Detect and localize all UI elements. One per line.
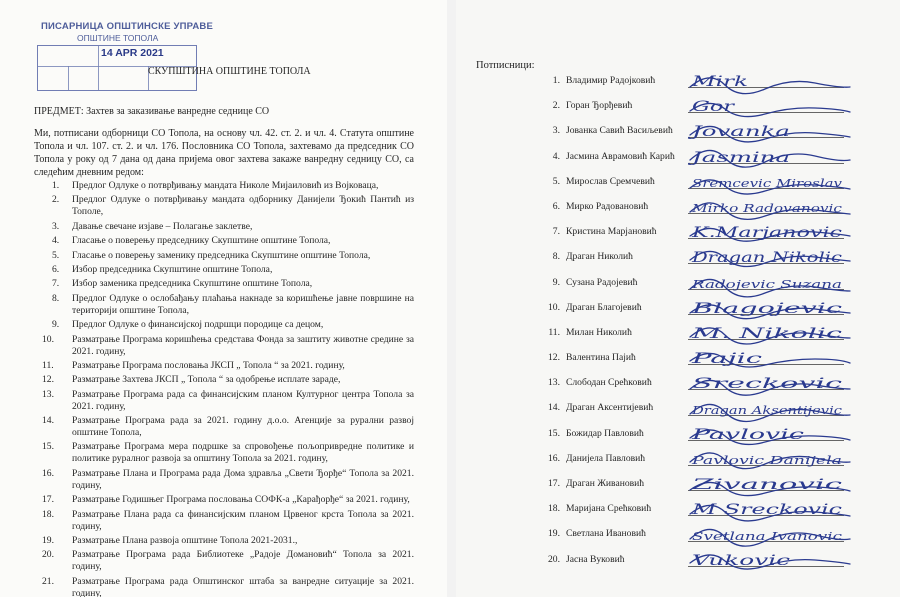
svg-text:Pajic: Pajic xyxy=(689,351,763,368)
signer-number: 6. xyxy=(552,200,560,212)
svg-text:Svetlana Ivanovic: Svetlana Ivanovic xyxy=(692,529,842,543)
request-page xyxy=(0,0,447,597)
signer-name: Данијела Павловић xyxy=(566,452,646,464)
signer-name: Драган Аксентијевић xyxy=(566,402,654,414)
signer-row xyxy=(552,250,675,275)
signer-row xyxy=(552,225,675,250)
signer-name: Јасмина Аврамовић Карић xyxy=(566,150,675,162)
handwritten-signature xyxy=(688,469,858,495)
handwritten-signature xyxy=(688,293,858,319)
agenda-item-text: Давање свечане изјаве – Полагање заклетве, xyxy=(72,220,253,232)
agenda-item xyxy=(34,334,414,358)
signer-number: 7. xyxy=(552,226,560,238)
agenda-item-number: 8. xyxy=(52,292,60,304)
signer-row xyxy=(552,276,675,301)
svg-text:Gor: Gor xyxy=(692,99,737,116)
agenda-item-number: 15. xyxy=(42,441,54,453)
svg-text:Blagojevic: Blagojevic xyxy=(689,300,843,317)
agenda-item-text: Разматрање Програма мера подршке за спровођење пољопривредне политике и политике руралног развоја за општину Топола за 2021. годину, xyxy=(72,441,414,465)
signer-name: Мирослав Сремчевић xyxy=(566,175,655,187)
signer-name: Маријана Срећковић xyxy=(566,503,652,515)
signer-name: Горан Ђорђевић xyxy=(566,100,633,112)
svg-text:Jasmina: Jasmina xyxy=(686,149,790,166)
signer-name: Сузана Радојевић xyxy=(566,276,638,288)
signer-row xyxy=(552,74,675,99)
agenda-item xyxy=(34,535,414,547)
agenda-item-text: Разматрање Плана рада са финансијским планом Црвеног крста Топола за 2021. годину, xyxy=(72,508,414,532)
document-title: СКУПШТИНА ОПШТИНЕ ТОПОЛА xyxy=(148,66,311,77)
agenda-item-text: Разматрање Програма рада Библиотеке „Радоје Домановић“ Топола за 2021. годину, xyxy=(72,549,414,573)
handwritten-signature xyxy=(688,91,858,117)
agenda-item-number: 18. xyxy=(42,508,54,520)
signer-name: Божидар Павловић xyxy=(566,427,644,439)
stamp-municipality: ОПШТИНЕ ТОПОЛА xyxy=(77,33,159,43)
agenda-item-text: Разматрање Програма рада за 2021. годину д.о.о. Агенције за рурални развој општине Топола, xyxy=(72,415,414,439)
signer-row xyxy=(552,200,675,225)
agenda-item xyxy=(34,278,414,290)
handwritten-signature xyxy=(688,394,858,420)
handwritten-signature xyxy=(688,116,858,142)
svg-text:Mirko Radovanovic: Mirko Radovanovic xyxy=(690,202,842,215)
agenda-item-number: 6. xyxy=(52,263,60,275)
signer-name: Валентина Пајић xyxy=(566,352,636,364)
agenda-item xyxy=(34,194,414,218)
signer-row xyxy=(548,401,675,426)
handwritten-signature xyxy=(688,419,858,445)
agenda-item xyxy=(34,549,414,573)
signer-row xyxy=(552,124,675,149)
agenda-item-text: Гласање о поверењу заменику председника Скупштине општине Топола, xyxy=(72,249,371,261)
agenda-item xyxy=(34,389,414,413)
agenda-item-number: 16. xyxy=(42,467,54,479)
signer-row xyxy=(548,477,675,502)
agenda-item-number: 21. xyxy=(42,575,54,587)
signer-number: 15. xyxy=(548,427,560,439)
registry-stamp xyxy=(37,21,213,89)
agenda-item xyxy=(34,264,414,276)
agenda-item-text: Разматрање Програма рада Општинског штаба за ванредне ситуације за 2021. годину, xyxy=(72,575,414,597)
signer-row xyxy=(548,351,675,376)
signer-row xyxy=(552,150,675,175)
agenda-item xyxy=(34,360,414,372)
signer-name: Слободан Срећковић xyxy=(566,377,652,389)
agenda-item-number: 17. xyxy=(42,494,54,506)
agenda-item xyxy=(34,441,414,465)
stamp-office: ПИСАРНИЦА ОПШТИНСКЕ УПРАВЕ xyxy=(41,21,213,32)
signer-name: Светлана Ивановић xyxy=(566,528,646,540)
agenda-item-number: 3. xyxy=(52,220,60,232)
signer-name: Кристина Марјановић xyxy=(566,226,657,238)
signer-number: 16. xyxy=(548,452,560,464)
signer-name: Драган Николић xyxy=(566,251,633,263)
agenda-item-number: 9. xyxy=(52,319,60,331)
agenda-item xyxy=(34,509,414,533)
handwritten-signature xyxy=(688,520,858,546)
agenda-item-number: 2. xyxy=(52,194,60,206)
signer-row xyxy=(548,502,675,527)
signer-number: 18. xyxy=(548,503,560,515)
signer-row xyxy=(548,427,675,452)
signer-number: 19. xyxy=(548,528,560,540)
agenda-item-text: Разматрање Годишњег Програма пословања СОФК-а „Карађорђе“ за 2021. годину, xyxy=(72,494,410,506)
signer-row xyxy=(552,99,675,124)
handwritten-signature xyxy=(688,268,858,294)
svg-text:Zivanovic: Zivanovic xyxy=(689,477,843,494)
agenda-item-number: 13. xyxy=(42,388,54,400)
signatures-page xyxy=(456,0,900,597)
stamp-date: 14 APR 2021 xyxy=(101,47,164,59)
signer-number: 4. xyxy=(552,150,560,162)
agenda-item-number: 10. xyxy=(42,333,54,345)
svg-text:M Sreckovic: M Sreckovic xyxy=(690,502,843,519)
agenda-item-number: 1. xyxy=(52,180,60,191)
agenda-item-text: Разматрање Захтева ЈКСП „ Топола “ за одобрење исплате зараде, xyxy=(72,374,341,386)
signer-name: Јованка Савић Васиљевић xyxy=(566,125,673,137)
signer-number: 2. xyxy=(552,100,560,112)
handwritten-signature xyxy=(688,494,858,520)
agenda-item-number: 19. xyxy=(42,535,54,547)
agenda-item-text: Разматрање Програма пословања ЈКСП „ Топола “ за 2021. годину, xyxy=(72,359,345,371)
signer-name: Јасна Вуковић xyxy=(566,553,625,565)
svg-text:Pavlovic Danijela: Pavlovic Danijela xyxy=(690,454,842,467)
handwritten-signature xyxy=(688,368,858,394)
signer-number: 1. xyxy=(552,75,560,86)
svg-text:Dragan Nikolic: Dragan Nikolic xyxy=(690,250,843,267)
agenda-item xyxy=(34,374,414,386)
signer-name: Мирко Радовановић xyxy=(566,200,649,212)
signer-number: 11. xyxy=(548,326,560,338)
handwritten-signature xyxy=(688,545,858,571)
svg-text:Radojevic Suzana: Radojevic Suzana xyxy=(690,277,842,291)
agenda-item-text: Разматрање Програма коришћења средстава Фонда за заштиту животне средине за 2021. годину, xyxy=(72,333,414,357)
svg-text:Dragan Aksentijevic: Dragan Aksentijevic xyxy=(690,403,842,417)
agenda-item-text: Разматрање Плана и Програма рада Дома здравља „Свети Ђорђе“ Топола за 2021. годину, xyxy=(72,467,414,491)
signer-row xyxy=(548,376,675,401)
agenda-item-text: Избор заменика председника Скупштине општине Топола, xyxy=(72,278,313,290)
signer-number: 20. xyxy=(548,553,560,565)
agenda-item-text: Гласање о поверењу председнику Скупштине општине Топола, xyxy=(72,235,331,247)
handwritten-signature xyxy=(688,66,858,92)
signer-row xyxy=(548,527,675,552)
signer-number: 17. xyxy=(548,478,560,489)
signer-number: 9. xyxy=(552,276,560,288)
agenda-item-number: 7. xyxy=(52,278,60,290)
agenda-item xyxy=(34,319,414,331)
agenda-list xyxy=(34,180,414,597)
agenda-item-number: 12. xyxy=(42,374,54,386)
agenda-item-number: 5. xyxy=(52,249,60,261)
svg-text:M. Nikolic: M. Nikolic xyxy=(689,326,843,342)
agenda-item xyxy=(34,494,414,506)
svg-text:Vukovic: Vukovic xyxy=(692,552,791,569)
agenda-item xyxy=(34,415,414,439)
signer-row xyxy=(552,175,675,200)
signer-name: Драган Живановић xyxy=(566,478,645,489)
agenda-item-text: Предлог Одлуке о финансијској подршци породице са децом, xyxy=(72,319,324,331)
agenda-item xyxy=(34,250,414,262)
handwritten-signature xyxy=(688,192,858,218)
signers-list xyxy=(548,74,675,578)
handwritten-signature xyxy=(688,343,858,369)
svg-text:Sremcevic Miroslav: Sremcevic Miroslav xyxy=(692,176,844,190)
signer-row xyxy=(548,326,675,351)
agenda-item-text: Разматрање Плана развоја општине Топола 2021-2031., xyxy=(72,535,298,547)
svg-text:Jovanka: Jovanka xyxy=(686,124,790,141)
signer-row xyxy=(548,553,675,578)
handwritten-signature xyxy=(688,217,858,243)
svg-text:Mirk: Mirk xyxy=(690,74,748,90)
signer-number: 8. xyxy=(552,251,560,263)
agenda-item xyxy=(34,235,414,247)
signers-heading: Потписници: xyxy=(476,60,535,71)
agenda-item-text: Разматрање Програма рада са финансијским планом Културног центра Топола за 2021. годину, xyxy=(72,388,414,412)
signer-number: 3. xyxy=(552,125,560,137)
handwritten-signature xyxy=(688,242,858,268)
document-intro: Ми, потписани одборници СО Топола, на основу чл. 42. ст. 2. и чл. 4. Статута општине Топола и чл. 107. ст. 2. и чл. 176. Пословника СО Топола, захтевамо да председник СО Топола у року од 7 дана од дана пријема овог захтева закаже ванредну седницу СО, са следећим дневним редом: xyxy=(34,128,414,178)
signer-number: 5. xyxy=(552,175,560,187)
agenda-item xyxy=(34,180,414,192)
svg-text:Sreckovic: Sreckovic xyxy=(692,376,843,393)
agenda-item xyxy=(34,468,414,492)
agenda-item-text: Предлог Одлуке о ослобађању плаћања накнаде за коришћење јавне површине на територији општине Топола, xyxy=(72,292,414,316)
signer-row xyxy=(548,301,675,326)
signer-number: 10. xyxy=(548,301,560,313)
agenda-item-number: 14. xyxy=(42,415,54,427)
agenda-item-text: Избор председника Скупштине општине Топола, xyxy=(72,263,273,275)
handwritten-signature xyxy=(688,318,858,344)
signer-name: Драган Благојевић xyxy=(566,301,642,313)
handwritten-signature xyxy=(688,142,858,168)
signer-number: 14. xyxy=(548,402,560,414)
signer-number: 12. xyxy=(548,352,560,364)
svg-text:K.Marjanovic: K.Marjanovic xyxy=(690,225,843,242)
agenda-item-number: 11. xyxy=(42,359,54,371)
handwritten-signature xyxy=(688,444,858,470)
signer-name: Милан Николић xyxy=(566,326,632,338)
agenda-item-text: Предлог Одлуке о потврђивању мандата одборнику Данијели Ђокић Пантић из Тополе, xyxy=(72,194,414,218)
agenda-item-text: Предлог Одлуке о потврђивању мандата Николе Мијаиловић из Војковаца, xyxy=(72,180,379,191)
signer-name: Владимир Радојковић xyxy=(566,75,656,86)
svg-text:Pavlovic: Pavlovic xyxy=(690,426,805,443)
signer-row xyxy=(548,452,675,477)
agenda-item-number: 4. xyxy=(52,235,60,247)
signer-number: 13. xyxy=(548,377,560,389)
handwritten-signature xyxy=(688,167,858,193)
agenda-item-number: 20. xyxy=(42,549,54,561)
agenda-item xyxy=(34,576,414,597)
document-subject: ПРЕДМЕТ: Захтев за заказивање ванредне седнице СО xyxy=(34,106,270,117)
agenda-item xyxy=(34,221,414,233)
agenda-item xyxy=(34,293,414,317)
